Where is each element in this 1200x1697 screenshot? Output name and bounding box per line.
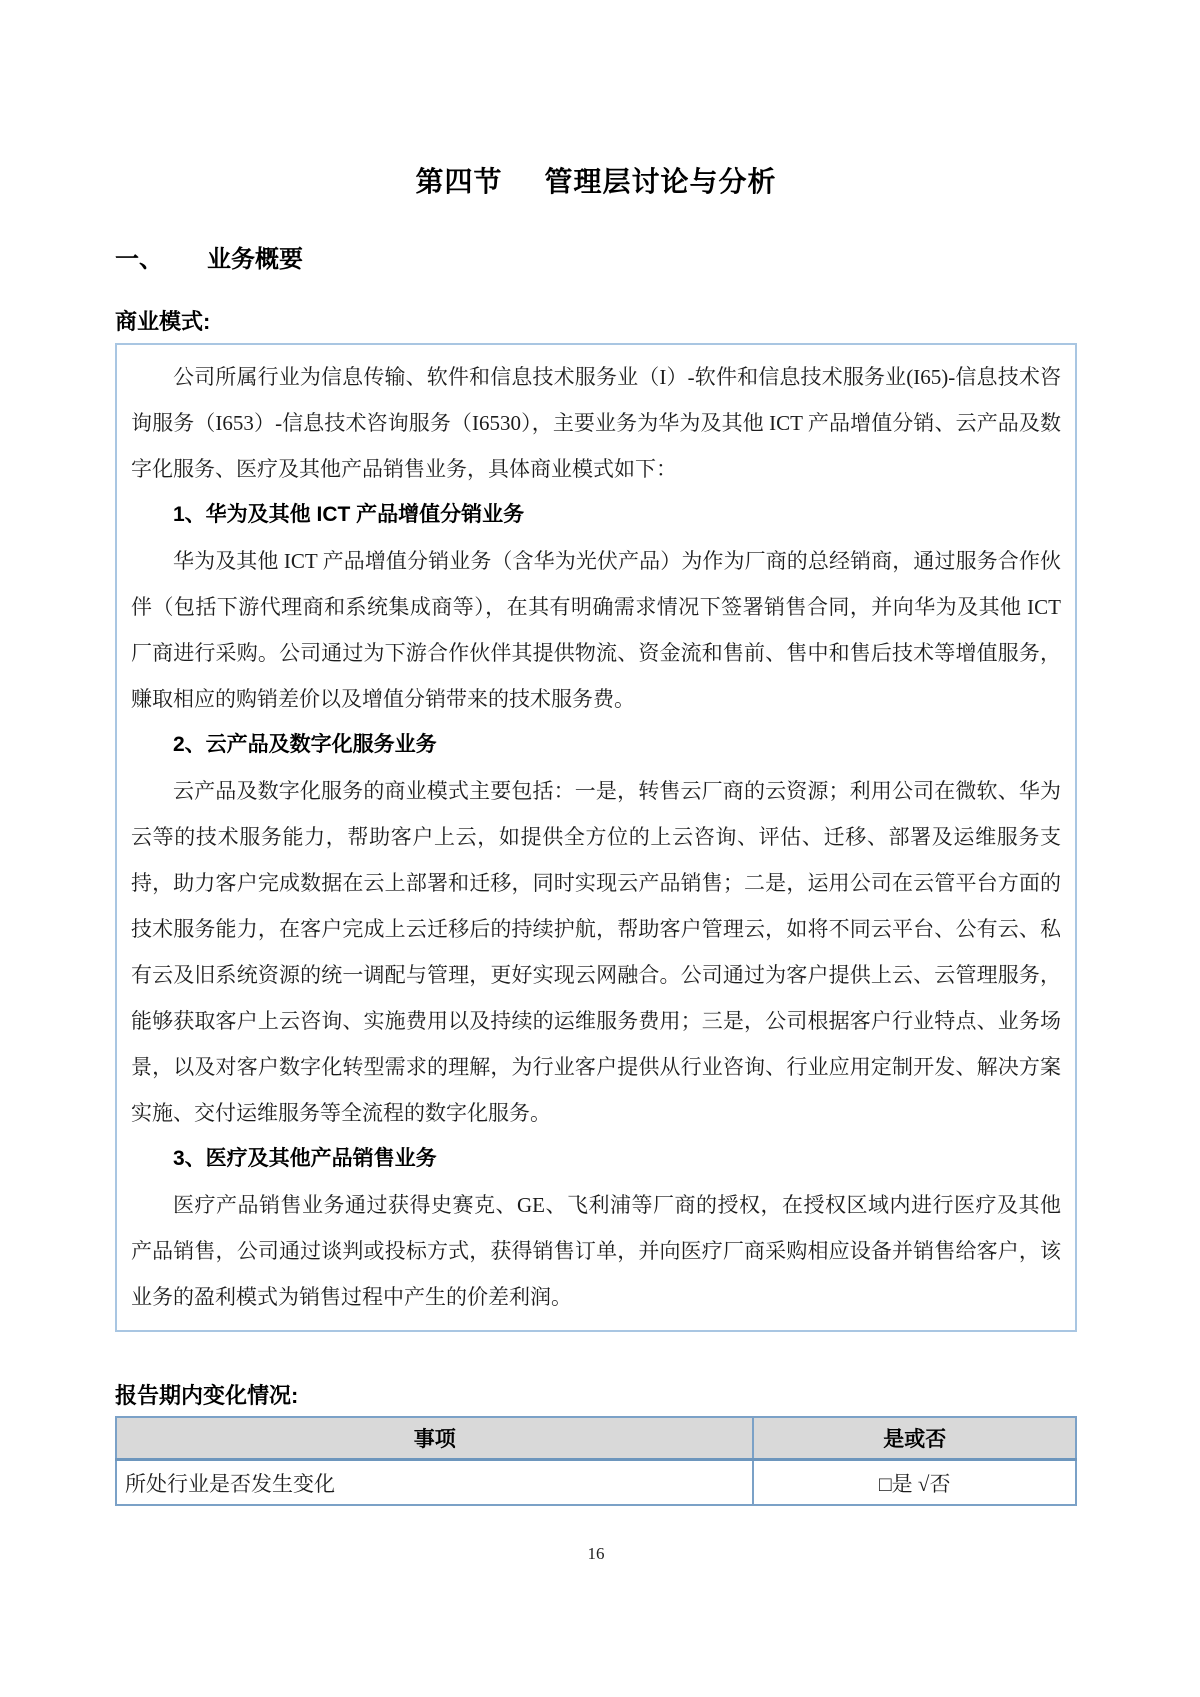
changes-table	[115, 1416, 1077, 1506]
business-model-label: 商业模式:	[115, 309, 211, 334]
table-header-row	[116, 1417, 1076, 1460]
business-model-paragraph: 公司所属行业为信息传输、软件和信息技术服务业（I）-软件和信息技术服务业(I65)-信息技术咨询服务（I653）-信息技术咨询服务（I6530），主要业务为华为及其他 ICT 产品增值分销、云产品及数字化服务、医疗及其他产品销售业务，具体商业模式如下：	[131, 365, 1061, 481]
table-cell-answer: □是 √否	[753, 1460, 1076, 1506]
table-row	[116, 1460, 1076, 1506]
table-header-yesno: 是或否	[753, 1417, 1076, 1460]
page-title-name: 管理层讨论与分析	[544, 166, 777, 197]
business-model-paragraph: 华为及其他 ICT 产品增值分销业务（含华为光伏产品）为作为厂商的总经销商，通过服务合作伙伴（包括下游代理商和系统集成商等），在其有明确需求情况下签署销售合同，并向华为及其他 ICT 厂商进行采购。公司通过为下游合作伙伴其提供物流、资金流和售前、售中和售后技术等增值服务，赚取相应的购销差价以及增值分销带来的技术服务费。	[131, 549, 1061, 711]
section-heading	[115, 245, 1077, 275]
section-number: 一、	[115, 246, 163, 273]
business-model-paragraph: 医疗产品销售业务通过获得史赛克、GE、飞利浦等厂商的授权，在授权区域内进行医疗及其他产品销售，公司通过谈判或投标方式，获得销售订单，并向医疗厂商采购相应设备并销售给客户，该业务的盈利模式为销售过程中产生的价差利润。	[131, 1193, 1061, 1309]
business-model-box	[115, 343, 1077, 1332]
business-model-subheading-1: 1、华为及其他 ICT 产品增值分销业务	[173, 503, 525, 526]
page-content	[115, 0, 1077, 1564]
page-number: 16	[587, 1544, 605, 1563]
changes-label: 报告期内变化情况:	[115, 1383, 299, 1408]
business-model-paragraph: 云产品及数字化服务的商业模式主要包括：一是，转售云厂商的云资源；利用公司在微软、华为云等的技术服务能力，帮助客户上云，如提供全方位的上云咨询、评估、迁移、部署及运维服务支持，助力客户完成数据在云上部署和迁移，同时实现云产品销售；二是，运用公司在云管平台方面的技术服务能力，在客户完成上云迁移后的持续护航，帮助客户管理云，如将不同云平台、公有云、私有云及旧系统资源的统一调配与管理，更好实现云网融合。公司通过为客户提供上云、云管理服务，能够获取客户上云咨询、实施费用以及持续的运维服务费用；三是，公司根据客户行业特点、业务场景，以及对客户数字化转型需求的理解，为行业客户提供从行业咨询、行业应用定制开发、解决方案实施、交付运维服务等全流程的数字化服务。	[131, 779, 1061, 1125]
section-label: 业务概要	[207, 246, 303, 273]
table-header-item: 事项	[116, 1417, 753, 1460]
page-title-section: 第四节	[415, 166, 503, 197]
table-cell-item: 所处行业是否发生变化	[116, 1460, 753, 1506]
business-model-subheading-3: 3、医疗及其他产品销售业务	[173, 1147, 437, 1170]
business-model-subheading-2: 2、云产品及数字化服务业务	[173, 733, 437, 756]
page-title	[115, 0, 1077, 201]
